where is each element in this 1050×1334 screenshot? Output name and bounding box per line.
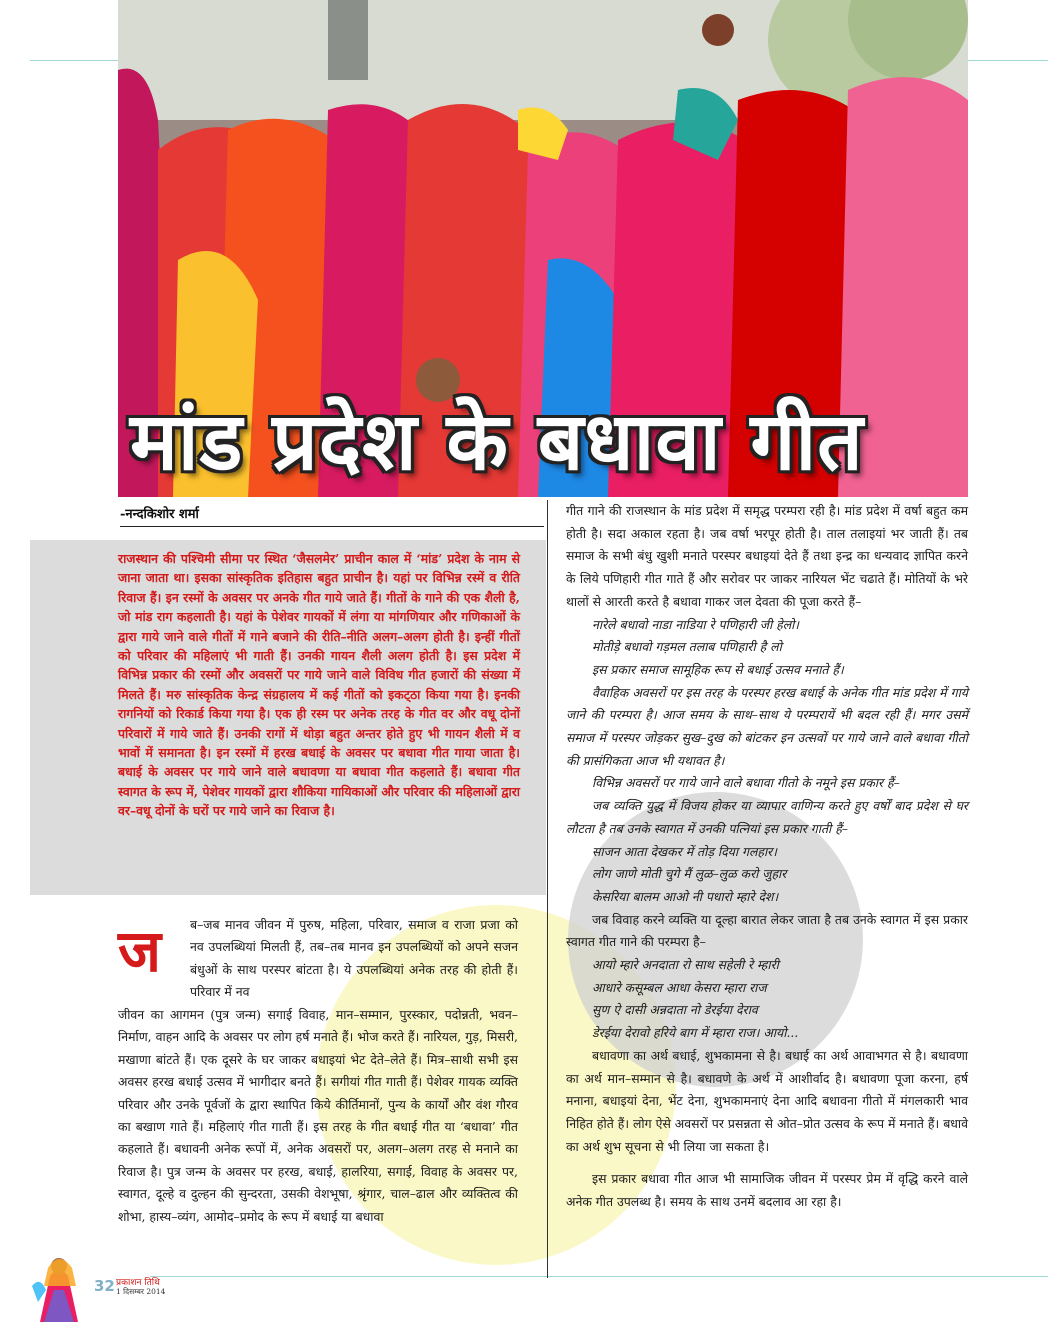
article-title: मांड प्रदेश के बधावा गीत bbox=[130, 395, 864, 488]
top-right-rule bbox=[968, 60, 1048, 61]
column-divider bbox=[547, 500, 548, 1278]
drop-cap: ज bbox=[118, 917, 162, 985]
intro-paragraph: राजस्थान की पश्चिमी सीमा पर स्थित ‘जैसलमेर’ प्राचीन काल में ‘मांड’ प्रदेश के नाम से जाना जाता था। इसका सांस्कृतिक इतिहास बहुत प्राचीन है। यहां पर विभिन्न रस्में व रीति रिवाज हैं। इन रस्मों के अवसर पर अनके गीत गाये जाते हैं। गीतों के गाने की एक शैली है, जो मांड राग कहलाती है। यहां के पेशेवर गायकों में लंगा या मांगणियार और गणिकाओं के द्वारा गाये जाने वाले गीतों में गाने बजाने की रीति–नीति अलग–अलग होती है। इन्हीं गीतों को परिवार की महिलाएं भी गाती हैं। उनकी गायन शैली अलग होती है। इस प्रदेश में विभिन्न प्रकार की रस्मों और अवसरों पर गाये जाने वाले विविध गीत हजारों की संख्या में मिलते हैं। मरु सांस्कृतिक केन्द्र संग्रहालय में कई गीतों को इकट्‌ठा किया गया है। इनकी रागनियों को रिकार्ड किया गया है। एक ही रस्म पर अनेक तरह के गीत वर और वधू दोनों परिवारों में गाये जाते हैं। उनकी रागों में थोड़ा बहुत अन्तर होते हुए भी गायन शैली में व भावों में समानता है। इन रस्मों में हरख बधाई के अवसर पर बधावा गीत गाया जाता है। बधाई के अवसर पर गाये जाने वाले बधावणा या बधावा गीत कहलाते हैं। बधावा गीत स्वागत के रूप में, पेशेवर गायकों द्वारा शौकिया गायिकाओं और परिवार की महिलाओं द्वारा वर–वधू दोनों के घरों पर गाये जाने का रिवाज है। bbox=[118, 551, 520, 819]
verse-line: मोतीड़े बधावो गड़मल तलाब पणिहारी है लो bbox=[592, 639, 782, 655]
verse-line: साजन आता देखकर में तोड़ दिया गलहार। bbox=[592, 843, 777, 859]
folk-woman-icon bbox=[30, 1246, 88, 1322]
verse-line: नारेले बधावो नाडा नाडिया रे पणिहारी जी हेलो। bbox=[592, 616, 799, 632]
verse-line: आयो म्हारे अनदाता रो साथ सहेली रे म्हारी bbox=[592, 957, 779, 973]
verse-line: डेरईया देरावो हरिये बाग में म्हारा राज। आयो... bbox=[592, 1025, 799, 1041]
verse-line: इस प्रकार समाज सामूहिक रूप से बधाई उत्सव मनाते हैं। bbox=[592, 661, 844, 677]
page-number: 32 bbox=[94, 1277, 115, 1295]
right-paragraph-7: इस प्रकार बधावा गीत आज भी सामाजिक जीवन में परस्पर प्रेम में वृद्धि करने वाले अनेक गीत उपलब्ध है। समय के साथ उनमें बदलाव आ रहा है। bbox=[566, 1171, 968, 1210]
publication-label: प्रकाशन तिथि bbox=[116, 1278, 160, 1288]
right-paragraph-2: वैवाहिक अवसरों पर इस तरह के परस्पर हरख बधाई के अनेक गीत मांड प्रदेश में गाये जाने की परम्परा है। आज समय के साथ–साथ ये परम्परायें भी बदल रही हैं। मगर उसमें समाज में परस्पर जोड़कर सुख–दुख को बांटकर इन उत्सवों पर गाये जाने वाले बधावा गीतो की प्रासंगिकता आज भी यथावत है। bbox=[566, 684, 968, 768]
author-rule bbox=[120, 526, 544, 527]
right-column bbox=[566, 500, 968, 1214]
right-paragraph-1: गीत गाने की राजस्थान के मांड प्रदेश में समृद्ध परम्परा रही है। मांड प्रदेश में वर्षा बहुत कम होती है। सदा अकाल रहता है। जब वर्षा भरपूर होती है। ताल तलाइयां भर जाती हैं। तब समाज के सभी बंधु खुशी मनाते परस्पर बधाइयां देते हैं तथा इन्द्र का धन्यवाद ज्ञापित करने के लिये पणिहारी गीत गाते हैं और सरोवर पर जाकर नारियल भेंट चढाते हैं। मोतियों के भरे थालों से आरती करते है बधावा गाकर जल देवता की पूजा करते हैं– bbox=[566, 503, 968, 609]
verse-line: केसरिया बालम आओ नी पधारो म्हारे देश। bbox=[592, 888, 779, 904]
right-paragraph-3: विभिन्न अवसरों पर गाये जाने वाले बधावा गीतो के नमूने इस प्रकार हैं– bbox=[592, 775, 900, 791]
verse-line: लोग जाणे मोती चुगे मैं लुळ–लुळ करो जुहार bbox=[592, 866, 787, 882]
bottom-rule bbox=[150, 1276, 1048, 1277]
left-body-paragraph: जीवन का आगमन (पुत्र जन्म) सगाई विवाह, मान–सम्मान, पुरस्कार, पदोन्नती, भवन–निर्माण, वाहन आदि के अवसर पर लोग हर्ष मनाते हैं। भोज करते हैं। नारियल, गुड़, मिसरी, मखाणा बांटते हैं। एक दूसरे के घर जाकर बधाइयां भेट देते–लेते हैं। मित्र–साथी सभी इस अवसर हरख बधाई उत्सव में भागीदार बनते हैं। सगीयां गीत गाती हैं। पेशेवर गायक व्यक्ति परिवार और उनके पूर्वजों के द्वारा स्थापित किये कीर्तिमानों, पुन्य के कार्यों और वंश गौरव का बखाण गाते हैं। महिलाएं गीत गाती हैं। इस तरह के गीत बधाई गीत या ‘बधावा’ गीत कहलाते हैं। बधावनी अनेक रूपों में, अनेक अवसरों पर, अलग–अलग तरह से मनाने का रिवाज है। पुत्र जन्म के अवसर पर हरख, बधाई, हालरिया, सगाई, विवाह के अवसर पर, स्वागत, दूल्हे व दुल्हन की सुन्दरता, उसकी वेशभूषा, श्रृंगार, चाल–ढाल और व्यक्तित्व की शोभा, हास्य–व्यंग, आमोद–प्रमोद के रूप में बधाई या बधावा bbox=[118, 1007, 518, 1224]
left-opening-paragraph: ब–जब मानव जीवन में पुरुष, महिला, परिवार, समाज व राजा प्रजा को नव उपलब्धियां मिलती हैं, तब–तब मानव इन उपलब्धियों को अपने सजन बंधुओं के साथ परस्पर बांटता है। ये उपलब्धियां अनेक तरह की होती हैं। परिवार में नव bbox=[190, 917, 518, 1000]
verse-line: सुण ऐ दासी अन्नदाता नो डेरईया देराव bbox=[592, 1002, 758, 1018]
right-paragraph-5: जब विवाह करने व्यक्ति या दूल्हा बारात लेकर जाता है तब उनके स्वागत में इस प्रकार स्वागत गीत गाने की परम्परा है– bbox=[566, 911, 968, 950]
publication-date: 1 दिसम्बर 2014 bbox=[116, 1287, 166, 1296]
right-paragraph-4: जब व्यक्ति युद्ध में विजय होकर या व्यापार वाणिन्य करते हुए वर्षों बाद प्रदेश से घर लौटता है तब उनके स्वागत में उनकी पत्नियां इस प्रकार गाती हैं– bbox=[566, 798, 968, 836]
top-left-rule bbox=[30, 60, 118, 61]
verse-line: आधारे कसूम्बल आधा केसरा म्हारा राज bbox=[592, 979, 767, 995]
right-paragraph-6: बधावणा का अर्थ बधाई, शुभकामना से है। बधाई का अर्थ आवाभगत से है। बधावणा का अर्थ मान–सम्मान से है। बधावणे के अर्थ में आशीर्वाद है। बधावणा पूजा करना, हर्ष मनाना, बधाइयां देना, भेंट देना, शुभकामनाएं देना आदि बधावना गीतो में मंगलकारी भाव निहित होते हैं। लोग ऐसे अवसरों पर प्रसन्नता से ओत–प्रोत उत्सव के रूप में मनाते हैं। बधावे का अर्थ शुभ सूचना से भी लिया जा सकता है। bbox=[566, 1047, 968, 1154]
author-byline: -नन्दकिशोर शर्मा bbox=[120, 507, 199, 522]
